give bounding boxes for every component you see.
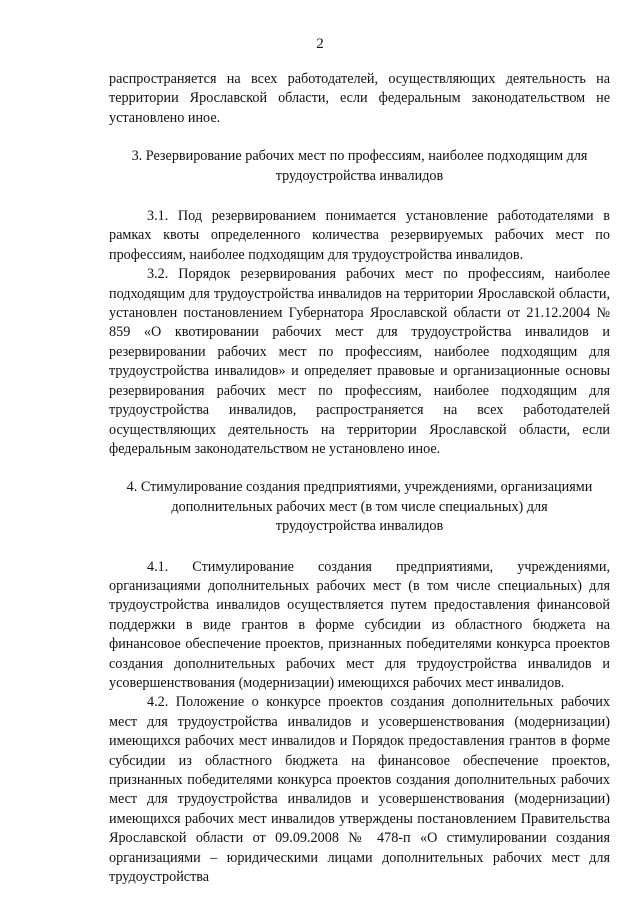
section-4-heading-line-3: трудоустройства инвалидов — [275, 518, 444, 535]
section-4-heading-line-2: дополнительных рабочих мест (в том числе специальных) для — [171, 498, 548, 515]
paragraph-3-1: 3.1. Под резервированием понимается установление работодателями в рамках квоты определенного количества резервируемых рабочих мест по профессиям, наиболее подходящим для трудоустройства инвалидов. — [109, 208, 610, 263]
section-4-heading — [109, 478, 610, 536]
section-4-heading-line-1: 4. Стимулирование создания предприятиями, учреждениями, организациями — [126, 479, 593, 496]
section-3-heading-line-2: трудоустройства инвалидов — [275, 167, 444, 184]
document-body — [109, 70, 610, 887]
paragraph-3-2: 3.2. Порядок резервирования рабочих мест по профессиям, наиболее подходящим для трудоустройства инвалидов на территории Ярославской области, установлен постановлением Губернатора Ярославской области от 21.12.2004 № 859 «О квотировании рабочих мест для трудоустройства инвалидов и резервировании рабочих мест по профессиям, наиболее подходящим для трудоустройства инвалидов» и определяет правовые и организационные основы резервирования рабочих мест по профессиям, наиболее подходящим для трудоустройства инвалидов, распространяется на всех работодателей осуществляющих деятельность на территории Ярославской области, если федеральным законодательством не установлено иное. — [109, 266, 610, 457]
paragraph-4-2: 4.2. Положение о конкурсе проектов создания дополнительных рабочих мест для трудоустройства инвалидов и усовершенствования (модернизации) имеющихся рабочих мест инвалидов и Порядок предоставления грантов в форме субсидии из областного бюджета на финансовое обеспечение проектов, признанных победителями конкурса проектов создания дополнительных рабочих мест для трудоустройства инвалидов и усовершенствования (модернизации) имеющихся рабочих мест инвалидов утверждены постановлением Правительства Ярославской области от 09.09.2008 № 478-п «О стимулировании создания организациями – юридическими лицами дополнительных рабочих мест для трудоустройства — [109, 694, 610, 886]
section-3-heading — [109, 147, 610, 186]
page-number: 2 — [316, 36, 324, 52]
paragraph-continuation: распространяется на всех работодателей, осуществляющих деятельность на территории Ярославской области, если федеральным законодательством не установлено иное. — [109, 71, 610, 126]
section-3-heading-line-1: 3. Резервирование рабочих мест по профессиям, наиболее подходящим для — [131, 148, 588, 165]
paragraph-4-1: 4.1. Стимулирование создания предприятиями, учреждениями, организациями дополнительных рабочих мест (в том числе специальных) для трудоустройства инвалидов осуществляется путем предоставления финансовой поддержки в виде грантов в форме субсидии из областного бюджета на финансовое обеспечение проектов, признанных победителями конкурса проектов создания дополнительных рабочих мест для трудоустройства инвалидов и усовершенствования (модернизации) имеющихся рабочих мест инвалидов. — [109, 558, 610, 691]
